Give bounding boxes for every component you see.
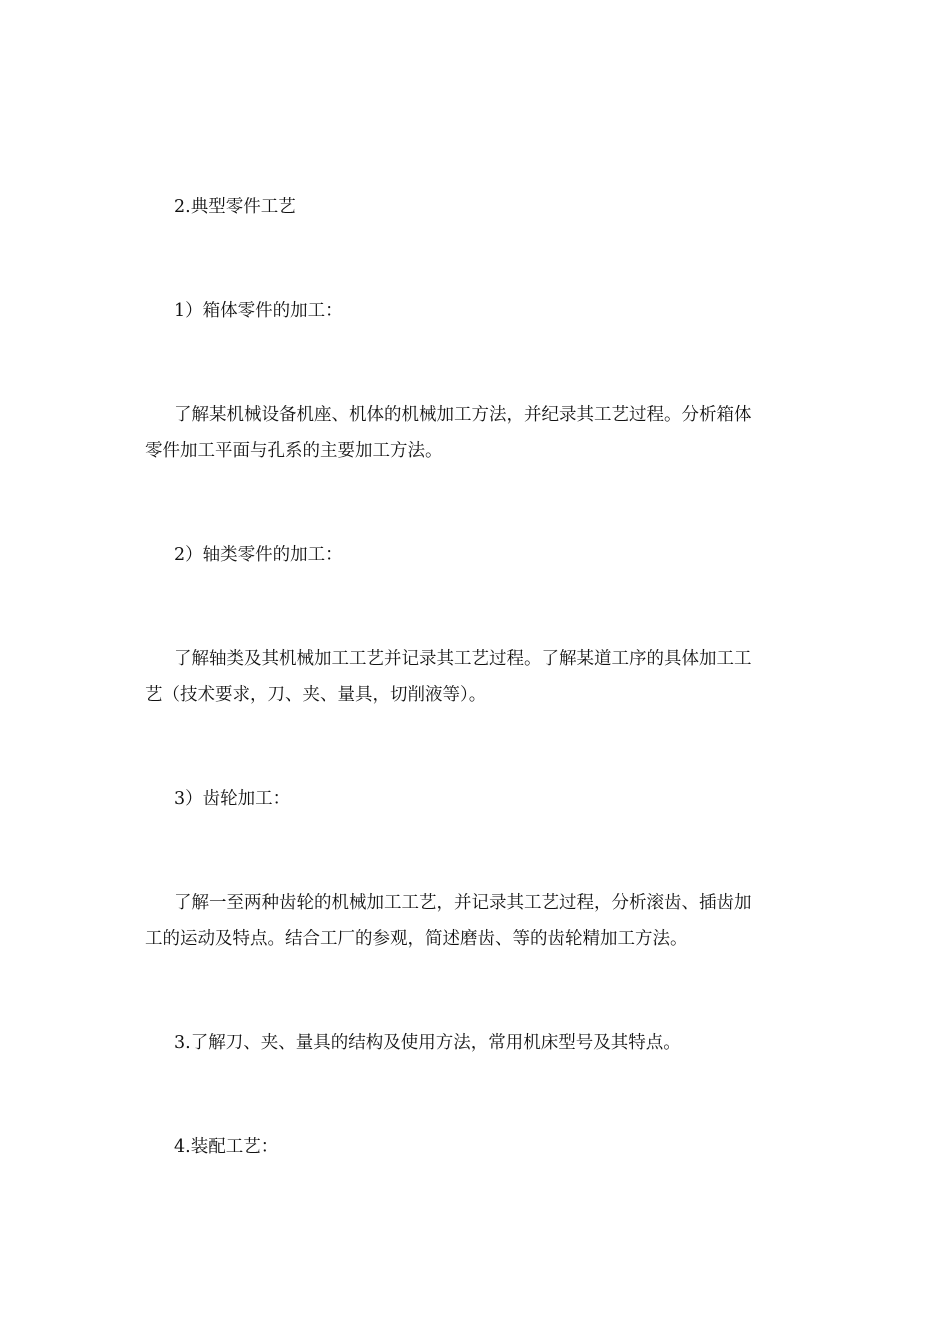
heading-assembly-process: 4.装配工艺： xyxy=(174,1137,279,1157)
heading-typical-parts-process: 2.典型零件工艺 xyxy=(174,197,296,217)
paragraph-gear-line-1: 了解一至两种齿轮的机械加工工艺，并记录其工艺过程，分析滚齿、插齿加 xyxy=(174,893,752,913)
paragraph-box-parts-line-2: 零件加工平面与孔系的主要加工方法。 xyxy=(145,441,443,461)
heading-tools-fixtures: 3.了解刀、夹、量具的结构及使用方法，常用机床型号及其特点。 xyxy=(174,1033,681,1053)
paragraph-shaft-parts-line-1: 了解轴类及其机械加工工艺并记录其工艺过程。了解某道工序的具体加工工 xyxy=(174,649,752,669)
paragraph-shaft-parts-line-2: 艺（技术要求，刀、夹、量具，切削液等）。 xyxy=(145,685,487,705)
subheading-box-parts: 1）箱体零件的加工： xyxy=(174,301,343,321)
paragraph-box-parts-line-1: 了解某机械设备机座、机体的机械加工方法，并纪录其工艺过程。分析箱体 xyxy=(174,405,752,425)
subheading-gear-processing: 3）齿轮加工： xyxy=(174,789,291,809)
paragraph-gear-line-2: 工的运动及特点。结合工厂的参观，简述磨齿、等的齿轮精加工方法。 xyxy=(145,929,688,949)
subheading-shaft-parts: 2）轴类零件的加工： xyxy=(174,545,343,565)
